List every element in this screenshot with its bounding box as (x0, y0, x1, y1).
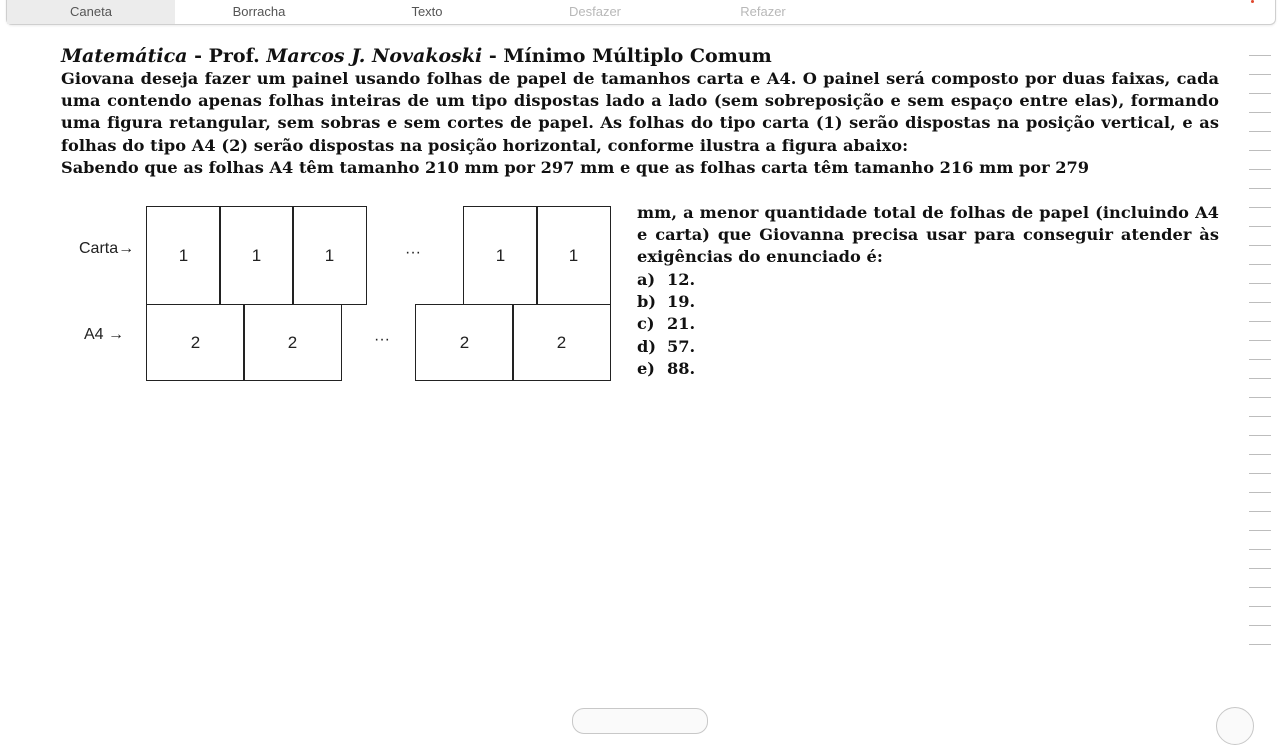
topic-name: - Mínimo Múltiplo Comum (482, 45, 772, 67)
a4-sheet: 2 (146, 304, 245, 381)
option-value: 88. (667, 359, 696, 379)
pen-tool-button[interactable]: Caneta (7, 0, 175, 24)
page-scroll-ruler[interactable] (1249, 55, 1273, 655)
answer-options (637, 269, 1219, 381)
option-value: 12. (667, 269, 696, 289)
carta-sheet: 1 (536, 206, 611, 305)
title-separator: - Prof. (187, 45, 267, 67)
ellipsis: ··· (405, 244, 421, 261)
option-a (637, 269, 1219, 291)
panel-figure (74, 204, 619, 384)
arrow-icon: → (108, 326, 125, 343)
ruler-tick (1249, 511, 1271, 512)
ruler-tick (1249, 378, 1271, 379)
document-title (61, 44, 1219, 68)
question-sizes-line: Sabendo que as folhas A4 têm tamanho 210 mm por 297 mm e que as folhas carta têm tamanho 216 mm por 279 (61, 157, 1090, 177)
teacher-name: Marcos J. Novakoski (266, 45, 483, 67)
question-prompt: mm, a menor quantidade total de folhas de papel (incluindo A4 e carta) que Giovanna precisa usar para conseguir atender às exigências do enunciado é: (637, 203, 1219, 267)
more-options-icon[interactable] (1251, 0, 1255, 8)
text-tool-button[interactable]: Texto (411, 4, 443, 19)
redo-button[interactable]: Refazer (740, 4, 786, 19)
a4-sheet: 2 (512, 304, 611, 381)
ruler-tick (1249, 131, 1271, 132)
arrow-icon: → (118, 240, 135, 257)
carta-row-label (79, 240, 134, 258)
option-c (637, 313, 1219, 335)
ruler-tick (1249, 625, 1271, 626)
carta-sheet: 1 (463, 206, 538, 305)
ruler-tick (1249, 359, 1271, 360)
ruler-tick (1249, 150, 1271, 151)
ruler-tick (1249, 226, 1271, 227)
ruler-tick (1249, 549, 1271, 550)
ruler-tick (1249, 112, 1271, 113)
carta-sheet: 1 (292, 206, 367, 305)
ruler-tick (1249, 587, 1271, 588)
option-value: 57. (667, 336, 696, 356)
ruler-tick (1249, 454, 1271, 455)
undo-button[interactable]: Desfazer (568, 4, 622, 19)
ruler-tick (1249, 188, 1271, 189)
option-letter: b) (637, 292, 656, 312)
ruler-tick (1249, 321, 1271, 322)
a4-label: A4 (84, 326, 104, 343)
question-paragraph: Giovana deseja fazer um painel usando folhas de papel de tamanhos carta e A4. O painel será composto por duas faixas, cada uma contendo apenas folhas inteiras de um tipo dispostas lado a lado (sem sobreposição e sem espaço entre elas), formando uma figura retangular, sem sobras e sem cortes de papel. As folhas do tipo carta (1) serão dispostas na posição vertical, e as folhas do tipo A4 (2) serão dispostas na posição horizontal, conforme ilustra a figura abaixo: (61, 69, 1219, 155)
option-value: 21. (667, 314, 696, 334)
ruler-tick (1249, 416, 1271, 417)
ruler-tick (1249, 169, 1271, 170)
option-value: 19. (667, 292, 696, 312)
ruler-tick (1249, 473, 1271, 474)
ruler-tick (1249, 435, 1271, 436)
carta-label: Carta (79, 240, 119, 257)
a4-sheet: 2 (243, 304, 342, 381)
annotation-toolbar (6, 0, 1276, 25)
question-continuation (637, 202, 1219, 381)
option-letter: a) (637, 269, 656, 289)
option-letter: d) (637, 336, 656, 356)
option-e (637, 358, 1219, 380)
option-letter: e) (637, 359, 655, 379)
ruler-tick (1249, 245, 1271, 246)
ruler-tick (1249, 93, 1271, 94)
option-d (637, 336, 1219, 358)
carta-sheet: 1 (219, 206, 294, 305)
a4-row-label (84, 326, 124, 344)
subject-name: Matemática (61, 45, 188, 67)
ruler-tick (1249, 207, 1271, 208)
expand-icon[interactable] (1216, 707, 1254, 745)
ruler-tick (1249, 55, 1271, 56)
ruler-tick (1249, 492, 1271, 493)
a4-sheet: 2 (415, 304, 514, 381)
save-button[interactable] (1167, 0, 1219, 1)
option-letter: c) (637, 314, 655, 334)
ellipsis: ··· (374, 331, 390, 348)
page-navigation-control[interactable] (572, 708, 708, 734)
ruler-tick (1249, 74, 1271, 75)
document-page (61, 44, 1219, 179)
option-b (637, 291, 1219, 313)
ruler-tick (1249, 530, 1271, 531)
ruler-tick (1249, 283, 1271, 284)
ruler-tick (1249, 397, 1271, 398)
carta-sheet: 1 (146, 206, 221, 305)
ruler-tick (1249, 264, 1271, 265)
ruler-tick (1249, 568, 1271, 569)
ruler-tick (1249, 644, 1271, 645)
ruler-tick (1249, 302, 1271, 303)
eraser-tool-button[interactable]: Borracha (232, 4, 286, 19)
ruler-tick (1249, 606, 1271, 607)
ruler-tick (1249, 340, 1271, 341)
